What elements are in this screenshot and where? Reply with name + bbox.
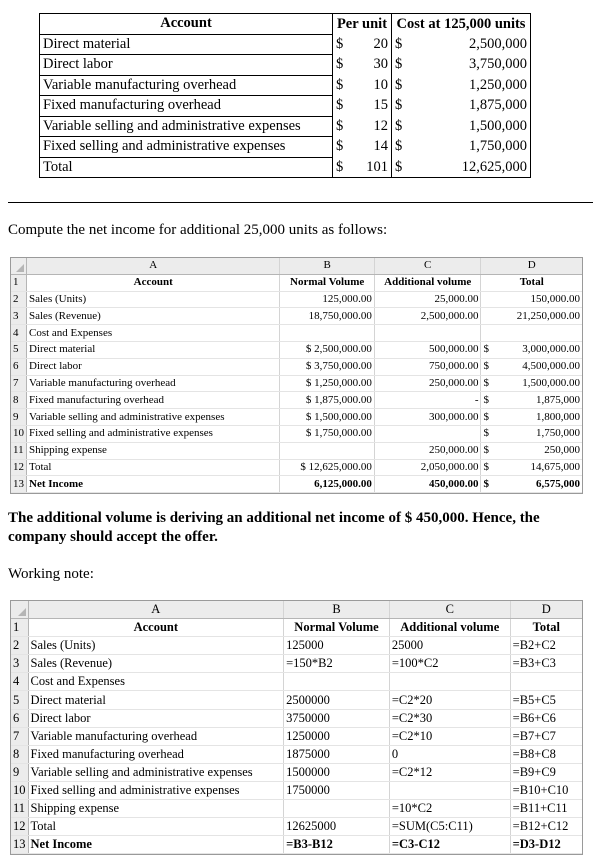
per-unit-currency: $ [333, 157, 360, 178]
per-unit-currency: $ [336, 138, 344, 155]
row-number[interactable]: 13 [11, 476, 27, 493]
cell-total-wrap [483, 443, 580, 458]
cell-total[interactable] [481, 476, 582, 493]
column-header-d[interactable]: D [481, 258, 582, 274]
cost-row-account: Total [40, 157, 333, 178]
currency-sign: $ [483, 376, 489, 389]
cell-account[interactable]: Fixed selling and administrative expenses [28, 781, 284, 799]
cost-row [40, 96, 531, 117]
row-number[interactable]: 3 [11, 308, 27, 325]
cell-account[interactable]: Direct labor [28, 709, 284, 727]
cell-account[interactable]: Fixed manufacturing overhead [28, 745, 284, 763]
row-number[interactable]: 5 [11, 691, 28, 709]
spreadsheet-formulas-grid [11, 601, 582, 854]
cell-total[interactable] [481, 358, 582, 375]
sheet-row [11, 425, 582, 442]
cost-row-cost: 1,875,000 [418, 96, 531, 117]
sheet-row [11, 308, 582, 325]
cost-row-account: Variable manufacturing overhead [40, 75, 333, 96]
cost-row-per-unit: 15 [359, 96, 392, 117]
cell-total-value: 1,750,000 [536, 427, 580, 440]
cost-table [39, 13, 531, 178]
cost-row [40, 137, 531, 158]
cell-normal-volume[interactable]: 2500000 [284, 691, 390, 709]
row-number[interactable]: 6 [11, 358, 27, 375]
header-cost: Cost at 125,000 units [392, 14, 531, 35]
header-account: Account [40, 14, 333, 35]
sheet-row [11, 274, 582, 291]
cost-table-header [40, 14, 531, 35]
cost-currency: $ [395, 56, 403, 73]
per-unit-currency: $ [336, 35, 344, 52]
cell-normal-volume[interactable]: $ 2,500,000.00 [280, 341, 375, 358]
column-header-b[interactable]: B [280, 258, 375, 274]
cell-total-value: 250,000 [544, 444, 580, 457]
cost-row-per-unit: 14 [359, 137, 392, 158]
sheet-row [11, 459, 582, 476]
cell-account[interactable]: Direct material [28, 691, 284, 709]
conclusion-text: The additional volume is deriving an additional net income of $ 450,000. Hence, the company should accept the offer. [8, 510, 540, 545]
cell-header-account[interactable]: Account [27, 274, 280, 291]
spreadsheet-values-grid [11, 258, 582, 493]
cell-account[interactable]: Direct labor [27, 358, 280, 375]
cost-row-per-unit: 10 [359, 75, 392, 96]
sheet-row [11, 818, 582, 836]
cell-header-normal[interactable]: Normal Volume [284, 619, 390, 637]
header-per-unit: Per unit [333, 14, 392, 35]
cost-row-account: Direct labor [40, 55, 333, 76]
cell-total-value: 6,575,000 [536, 477, 580, 490]
row-number[interactable]: 12 [11, 459, 27, 476]
cell-additional-volume[interactable] [389, 673, 510, 691]
cost-currency: $ [392, 157, 419, 178]
cell-total[interactable] [481, 409, 582, 426]
sheet-row [11, 476, 582, 493]
cell-additional-volume[interactable]: =C2*12 [389, 763, 510, 781]
cell-total[interactable]: =B12+C12 [510, 818, 582, 836]
select-all-corner[interactable] [11, 258, 27, 274]
cell-normal-volume[interactable]: 125,000.00 [280, 291, 375, 308]
divider [8, 202, 593, 203]
cell-normal-volume[interactable]: 18,750,000.00 [280, 308, 375, 325]
row-number[interactable]: 13 [11, 836, 28, 854]
cell-total[interactable] [481, 425, 582, 442]
cell-total[interactable] [481, 341, 582, 358]
cost-currency: $ [395, 76, 403, 93]
cell-account[interactable]: Variable manufacturing overhead [28, 727, 284, 745]
cell-total[interactable]: 150,000.00 [481, 291, 582, 308]
sheet-row [11, 691, 582, 709]
cell-normal-volume[interactable]: =B3-B12 [284, 836, 390, 854]
row-number[interactable]: 2 [11, 291, 27, 308]
per-unit-currency: $ [336, 76, 344, 93]
cell-additional-volume[interactable] [374, 425, 481, 442]
cost-row-cost: 12,625,000 [418, 157, 531, 178]
row-number[interactable]: 9 [11, 409, 27, 426]
sheet-row [11, 673, 582, 691]
row-number[interactable]: 10 [11, 781, 28, 799]
currency-sign: $ [483, 410, 489, 423]
cell-header-additional[interactable]: Additional volume [389, 619, 510, 637]
cell-account[interactable]: Fixed manufacturing overhead [27, 392, 280, 409]
sheet-row [11, 375, 582, 392]
cell-total[interactable]: =B6+C6 [510, 709, 582, 727]
cell-total[interactable]: =B2+C2 [510, 637, 582, 655]
row-number[interactable]: 4 [11, 673, 28, 691]
cost-row-account: Fixed manufacturing overhead [40, 96, 333, 117]
cell-account[interactable]: Variable manufacturing overhead [27, 375, 280, 392]
cell-header-total[interactable]: Total [510, 619, 582, 637]
cell-normal-volume[interactable]: =150*B2 [284, 655, 390, 673]
currency-sign: $ [483, 444, 489, 457]
cell-additional-volume[interactable] [389, 781, 510, 799]
cell-total[interactable]: =B3+C3 [510, 655, 582, 673]
cell-total-wrap [483, 426, 580, 441]
cell-total[interactable] [510, 673, 582, 691]
row-number[interactable]: 3 [11, 655, 28, 673]
cell-additional-volume[interactable]: =C2*20 [389, 691, 510, 709]
cell-account[interactable]: Variable selling and administrative expenses [28, 763, 284, 781]
column-header-a[interactable]: A [27, 258, 280, 274]
cell-total[interactable]: =B11+C11 [510, 800, 582, 818]
sheet-row [11, 325, 582, 342]
sheet-row [11, 655, 582, 673]
cell-header-account[interactable]: Account [28, 619, 284, 637]
column-header-c[interactable]: C [374, 258, 481, 274]
cell-normal-volume[interactable] [284, 800, 390, 818]
select-all-corner[interactable] [11, 601, 28, 619]
cell-normal-volume[interactable]: 1250000 [284, 727, 390, 745]
cell-additional-volume[interactable]: 750,000.00 [374, 358, 481, 375]
sheet-row [11, 619, 582, 637]
cell-total-wrap [483, 342, 580, 357]
cost-table-body [40, 34, 531, 178]
row-number[interactable]: 10 [11, 425, 27, 442]
cost-row-cost: 2,500,000 [418, 34, 531, 55]
sheet-row [11, 637, 582, 655]
cost-row-cost: 1,250,000 [418, 75, 531, 96]
cell-normal-volume[interactable]: 125000 [284, 637, 390, 655]
cell-additional-volume[interactable]: =C2*10 [389, 727, 510, 745]
cell-additional-volume[interactable]: 2,500,000.00 [374, 308, 481, 325]
cost-currency: $ [395, 97, 403, 114]
cell-additional-volume[interactable]: 25000 [389, 637, 510, 655]
row-number[interactable]: 7 [11, 375, 27, 392]
cell-account[interactable]: Total [28, 818, 284, 836]
column-header-a[interactable]: A [28, 601, 284, 619]
cost-currency: $ [395, 117, 403, 134]
cell-additional-volume[interactable]: =C2*30 [389, 709, 510, 727]
cell-normal-volume[interactable] [284, 673, 390, 691]
cell-header-total[interactable]: Total [481, 274, 582, 291]
cell-account[interactable]: Sales (Revenue) [28, 655, 284, 673]
cell-account[interactable]: Net Income [27, 476, 280, 493]
cell-normal-volume[interactable] [280, 442, 375, 459]
cell-total-value: 3,000,000.00 [522, 343, 580, 356]
cell-additional-volume[interactable]: 25,000.00 [374, 291, 481, 308]
cell-account[interactable]: Sales (Units) [27, 291, 280, 308]
sheet-row [11, 800, 582, 818]
cell-normal-volume[interactable]: $ 1,250,000.00 [280, 375, 375, 392]
sheet-row [11, 836, 582, 854]
sheet-row [11, 442, 582, 459]
sheet-row [11, 781, 582, 799]
cell-total[interactable] [481, 375, 582, 392]
cell-additional-volume[interactable]: 450,000.00 [374, 476, 481, 493]
cell-normal-volume[interactable]: $ 1,750,000.00 [280, 425, 375, 442]
cell-total-value: 1,875,000 [536, 393, 580, 406]
cost-row [40, 34, 531, 55]
cell-normal-volume[interactable]: $ 1,500,000.00 [280, 409, 375, 426]
cell-total-wrap [483, 410, 580, 425]
cell-total[interactable]: =B10+C10 [510, 781, 582, 799]
cost-row-cost: 3,750,000 [418, 55, 531, 76]
row-number[interactable]: 9 [11, 763, 28, 781]
cell-normal-volume[interactable]: 6,125,000.00 [280, 476, 375, 493]
cell-total-wrap [483, 359, 580, 374]
cell-total-value: 1,500,000.00 [522, 376, 580, 389]
cell-total-wrap [483, 376, 580, 391]
sheet-row [11, 727, 582, 745]
per-unit-currency: $ [336, 117, 344, 134]
intro-text: Compute the net income for additional 25,000 units as follows: [8, 222, 388, 238]
cell-total[interactable] [481, 325, 582, 342]
cost-row [40, 116, 531, 137]
cost-currency: $ [395, 35, 403, 52]
cost-row-account: Variable selling and administrative expenses [40, 116, 333, 137]
currency-sign: $ [483, 477, 489, 490]
row-number[interactable]: 8 [11, 392, 27, 409]
cost-row [40, 157, 531, 178]
row-number[interactable]: 1 [11, 619, 28, 637]
cost-row-account: Fixed selling and administrative expenses [40, 137, 333, 158]
cell-additional-volume[interactable]: =C3-C12 [389, 836, 510, 854]
cost-currency: $ [395, 138, 403, 155]
cell-additional-volume[interactable]: 500,000.00 [374, 341, 481, 358]
cell-total-value: 14,675,000 [530, 460, 580, 473]
row-number[interactable]: 7 [11, 727, 28, 745]
cell-account[interactable]: Shipping expense [27, 442, 280, 459]
cost-row-per-unit: 20 [359, 34, 392, 55]
row-number[interactable]: 11 [11, 800, 28, 818]
cell-total-wrap [483, 393, 580, 408]
cell-header-additional[interactable]: Additional volume [374, 274, 481, 291]
per-unit-currency: $ [336, 97, 344, 114]
cell-total[interactable]: =B7+C7 [510, 727, 582, 745]
cell-total[interactable]: =D3-D12 [510, 836, 582, 854]
cell-account[interactable]: Sales (Revenue) [27, 308, 280, 325]
spreadsheet-values [10, 257, 583, 494]
cell-normal-volume[interactable]: 1875000 [284, 745, 390, 763]
sheet-row [11, 341, 582, 358]
cell-normal-volume[interactable]: $ 12,625,000.00 [280, 459, 375, 476]
cell-additional-volume[interactable]: =100*C2 [389, 655, 510, 673]
cell-account[interactable]: Fixed selling and administrative expenses [27, 425, 280, 442]
cell-normal-volume[interactable]: 1750000 [284, 781, 390, 799]
cell-normal-volume[interactable] [280, 325, 375, 342]
cell-total-value: 4,500,000.00 [522, 360, 580, 373]
cell-additional-volume[interactable]: 2,050,000.00 [374, 459, 481, 476]
row-number[interactable]: 6 [11, 709, 28, 727]
column-header-b[interactable]: B [284, 601, 390, 619]
cost-row [40, 55, 531, 76]
cost-row-per-unit: 12 [359, 116, 392, 137]
cell-total[interactable] [481, 459, 582, 476]
column-header-row [11, 258, 582, 274]
per-unit-currency: $ [336, 56, 344, 73]
cell-account[interactable]: Variable selling and administrative expenses [27, 409, 280, 426]
row-number[interactable]: 11 [11, 442, 27, 459]
column-header-c[interactable]: C [389, 601, 510, 619]
currency-sign: $ [483, 460, 489, 473]
cell-total[interactable]: =B5+C5 [510, 691, 582, 709]
row-number[interactable]: 12 [11, 818, 28, 836]
cell-header-normal[interactable]: Normal Volume [280, 274, 375, 291]
cell-total[interactable]: 21,250,000.00 [481, 308, 582, 325]
column-header-row [11, 601, 582, 619]
cost-row [40, 75, 531, 96]
sheet-row [11, 291, 582, 308]
cell-normal-volume[interactable]: $ 1,875,000.00 [280, 392, 375, 409]
cell-account[interactable]: Sales (Units) [28, 637, 284, 655]
cell-total[interactable]: =B8+C8 [510, 745, 582, 763]
column-header-d[interactable]: D [510, 601, 582, 619]
cell-total-wrap [483, 477, 580, 492]
cost-row-per-unit: 30 [359, 55, 392, 76]
cell-account[interactable]: Direct material [27, 341, 280, 358]
cost-row-cost: 1,750,000 [418, 137, 531, 158]
cost-row-account: Direct material [40, 34, 333, 55]
currency-sign: $ [483, 393, 489, 406]
sheet-row [11, 409, 582, 426]
cell-total[interactable] [481, 392, 582, 409]
row-number[interactable]: 2 [11, 637, 28, 655]
row-number[interactable]: 4 [11, 325, 27, 342]
cell-total[interactable] [481, 442, 582, 459]
cell-additional-volume[interactable]: 300,000.00 [374, 409, 481, 426]
cell-total-value: 1,800,000 [536, 410, 580, 423]
sheet-row [11, 392, 582, 409]
cell-additional-volume[interactable]: 250,000.00 [374, 442, 481, 459]
cell-account[interactable]: Cost and Expenses [27, 325, 280, 342]
cell-account[interactable]: Shipping expense [28, 800, 284, 818]
row-number[interactable]: 1 [11, 274, 27, 291]
sheet-row [11, 745, 582, 763]
cell-additional-volume[interactable]: - [374, 392, 481, 409]
cell-normal-volume[interactable]: 3750000 [284, 709, 390, 727]
currency-sign: $ [483, 343, 489, 356]
cell-additional-volume[interactable]: 250,000.00 [374, 375, 481, 392]
cell-account[interactable]: Net Income [28, 836, 284, 854]
cell-additional-volume[interactable]: =10*C2 [389, 800, 510, 818]
cost-row-per-unit: 101 [359, 157, 392, 178]
cell-additional-volume[interactable]: 0 [389, 745, 510, 763]
cell-additional-volume[interactable]: =SUM(C5:C11) [389, 818, 510, 836]
cell-total-wrap [483, 460, 580, 475]
sheet-row [11, 709, 582, 727]
currency-sign: $ [483, 427, 489, 440]
row-number[interactable]: 5 [11, 341, 27, 358]
sheet-row [11, 358, 582, 375]
currency-sign: $ [483, 360, 489, 373]
cell-account[interactable]: Cost and Expenses [28, 673, 284, 691]
cell-normal-volume[interactable]: $ 3,750,000.00 [280, 358, 375, 375]
cell-account[interactable]: Total [27, 459, 280, 476]
spreadsheet-formulas [10, 600, 583, 855]
row-number[interactable]: 8 [11, 745, 28, 763]
cell-normal-volume[interactable]: 12625000 [284, 818, 390, 836]
cell-additional-volume[interactable] [374, 325, 481, 342]
cell-total[interactable]: =B9+C9 [510, 763, 582, 781]
cell-normal-volume[interactable]: 1500000 [284, 763, 390, 781]
cost-row-cost: 1,500,000 [418, 116, 531, 137]
working-note-label: Working note: [8, 566, 94, 582]
sheet-row [11, 763, 582, 781]
